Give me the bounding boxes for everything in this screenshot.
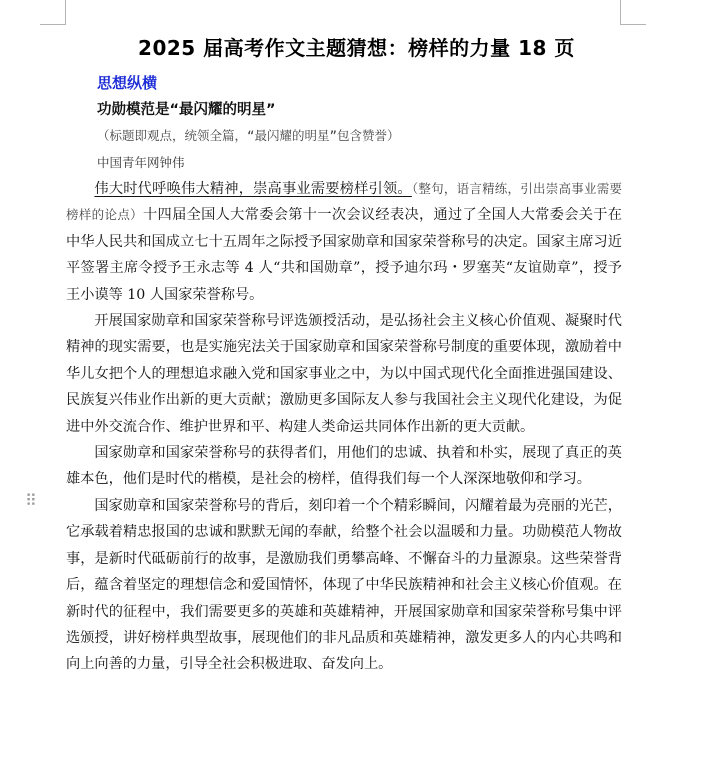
- crop-mark-top-left-vertical: [65, 0, 66, 24]
- lead-annotation: （整句，语言精练，引出崇高事业需要榜样的论点）: [66, 181, 622, 223]
- crop-mark-top-left-horizontal: [40, 24, 66, 25]
- paragraph-2: 开展国家勋章和国家荣誉称号评选颁授活动，是弘扬社会主义核心价值观、凝聚时代精神的现实需要，也是实施宪法关于国家勋章和国家荣誉称号制度的重要体现，激励着中华儿女把个人的理想追求融入党和国家事业之中，为以中国式现代化全面推进强国建设、民族复兴伟业作出新的更大贡献；激励更多国际友人参与我国社会主义现代化建设，为促进中外交流合作、维护世界和平、构建人类命运共同体作出新的更大贡献。: [66, 313, 622, 435]
- document-title: 2025 届高考作文主题猜想：榜样的力量 18 页: [138, 36, 575, 60]
- crop-mark-top-right-vertical: [620, 0, 621, 24]
- section-heading: 思想纵横: [97, 74, 158, 92]
- article-body: [66, 176, 622, 678]
- paragraph-1: [66, 176, 622, 308]
- lead-sentence: 伟大时代呼唤伟大精神，崇高事业需要榜样引领。: [94, 181, 412, 197]
- subtitle-annotation: （标题即观点，统领全篇，“最闪耀的明星”包含赞誉）: [97, 128, 400, 143]
- crop-mark-top-right-horizontal: [620, 24, 646, 25]
- author-byline: 中国青年网钟伟: [97, 155, 185, 170]
- paragraph-1-text: 十四届全国人大常委会第十一次会议经表决，通过了全国人大常委会关于在中华人民共和国成立七十五周年之际授予国家勋章和国家荣誉称号的决定。国家主席习近平签署主席令授予王永志等 4 人“共和国勋章”，授予迪尔玛・罗塞芙“友谊勋章”，授予王小谟等 10 人国家荣誉称号。: [66, 207, 622, 303]
- article-subtitle: 功勋模范是“最闪耀的明星”: [97, 102, 276, 118]
- drag-handle-icon[interactable]: ⠿: [25, 491, 38, 510]
- paragraph-4: 国家勋章和国家荣誉称号的背后，刻印着一个个精彩瞬间，闪耀着最为亮丽的光芒，它承载着精忠报国的忠诚和默默无闻的奉献，给整个社会以温暖和力量。功勋模范人物故事，是新时代砥砺前行的故事，是激励我们勇攀高峰、不懈奋斗的力量源泉。这些荣誉背后，蕴含着坚定的理想信念和爱国情怀，体现了中华民族精神和社会主义核心价值观。在新时代的征程中，我们需要更多的英雄和英雄精神，开展国家勋章和国家荣誉称号集中评选颁授，讲好榜样典型故事，展现他们的非凡品质和英雄精神，激发更多人的内心共鸣和向上向善的力量，引导全社会积极进取、奋发向上。: [66, 497, 622, 673]
- paragraph-3: 国家勋章和国家荣誉称号的获得者们，用他们的忠诚、执着和朴实，展现了真正的英雄本色，他们是时代的楷模，是社会的榜样，值得我们每一个人深深地敬仰和学习。: [66, 445, 622, 488]
